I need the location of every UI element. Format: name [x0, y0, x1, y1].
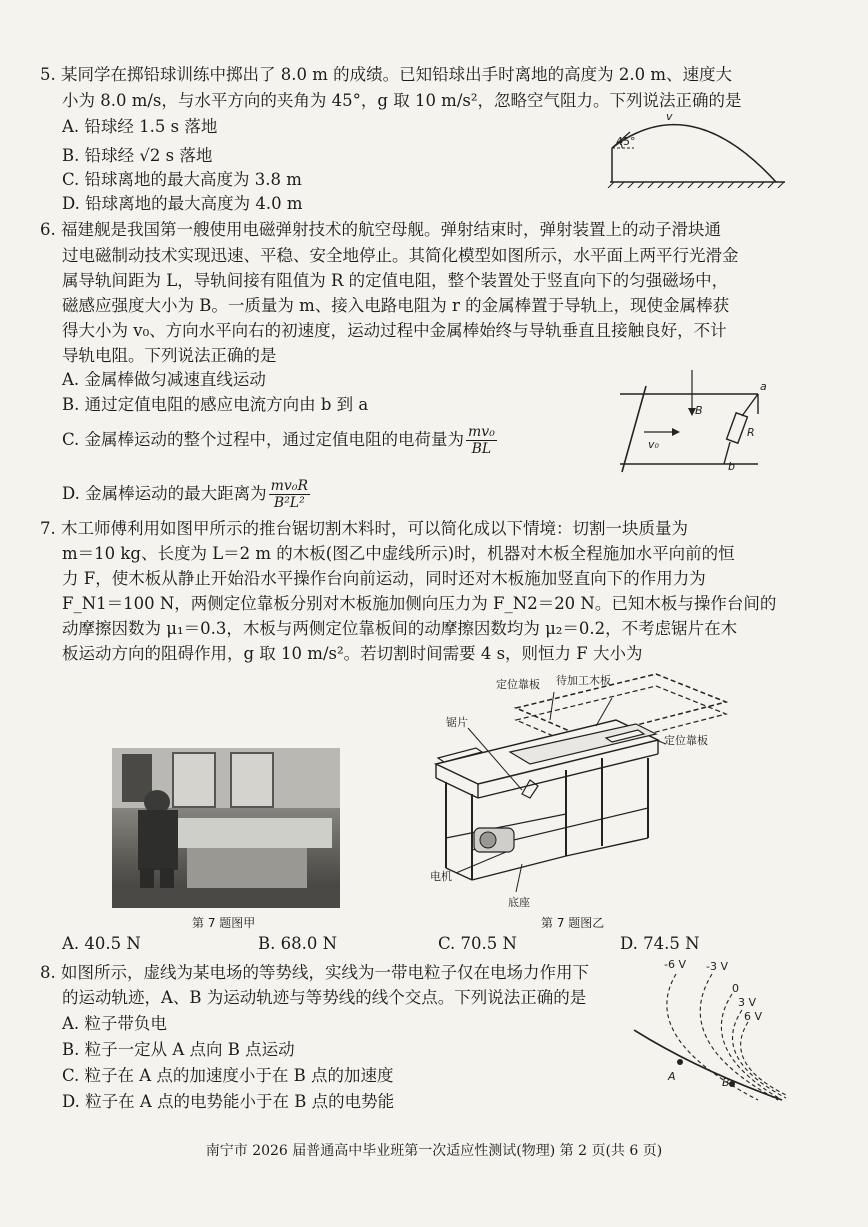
q7-option-a: A. 40.5 N	[62, 934, 141, 953]
q7-option-d: D. 74.5 N	[620, 934, 700, 953]
q5-stem-line-1: 5. 某同学在掷铅球训练中掷出了 8.0 m 的成绩。已知铅球出手时离地的高度为 2.0 m、速度大	[40, 65, 732, 84]
q6-option-a: A. 金属棒做匀减速直线运动	[62, 370, 266, 389]
q5-velocity-label: v	[666, 112, 673, 123]
q7-option-c: C. 70.5 N	[438, 934, 517, 953]
q6-label-a: a	[760, 380, 767, 393]
q7-label-blade: 锯片	[446, 716, 468, 729]
q8-equipotential-figure	[628, 958, 788, 1106]
q8-label-0v: 0	[732, 982, 739, 995]
q8-option-b: B. 粒子一定从 A 点向 B 点运动	[62, 1040, 295, 1059]
q5-angle-label: 45°	[616, 135, 636, 148]
q8-label-b: B	[722, 1076, 730, 1089]
q6-option-c	[62, 424, 499, 457]
q8-stem-line-1: 8. 如图所示，虚线为某电场的等势线，实线为一带电粒子仅在电场力作用下	[40, 963, 589, 982]
q6-option-d-fraction	[269, 478, 310, 511]
q8-option-a: A. 粒子带负电	[62, 1014, 167, 1033]
q6-rail-circuit-figure	[600, 366, 780, 476]
q6-stem-line-5: 得大小为 v₀、方向水平向右的初速度，运动过程中金属棒始终与导轨垂直且接触良好，不计	[62, 321, 727, 340]
q7-stem-line-6: 板运动方向的阻碍作用，g 取 10 m/s²。若切割时间需要 4 s，则恒力 F 大小为	[62, 644, 643, 663]
q8-stem-line-2: 的运动轨迹，A、B 为运动轨迹与等势线的线个交点。下列说法正确的是	[62, 988, 587, 1007]
q6-label-field-b: B	[695, 404, 703, 417]
q8-label-3v: 3 V	[738, 996, 757, 1009]
q7-option-b: B. 68.0 N	[258, 934, 338, 953]
q7-stem-line-2: m＝10 kg、长度为 L＝2 m 的木板(图乙中虚线所示)时，机器对木板全程施加水平向前的恒	[62, 544, 735, 563]
q6-label-b: b	[728, 460, 735, 473]
q6-stem-line-3: 属导轨间距为 L，导轨间接有阻值为 R 的定值电阻，整个装置处于竖直向下的匀强磁场中，	[62, 271, 729, 290]
q5-option-c: C. 铅球离地的最大高度为 3.8 m	[62, 170, 302, 189]
q7-stem-line-3: 力 F，使木板从静止开始沿水平操作台向前运动，同时还对木板施加竖直向下的作用力为	[62, 569, 706, 588]
q8-option-c: C. 粒子在 A 点的加速度小于在 B 点的加速度	[62, 1066, 394, 1085]
q7-label-base: 底座	[508, 896, 530, 909]
q6-option-d-numerator: mv₀R	[270, 478, 308, 494]
q8-option-d: D. 粒子在 A 点的电势能小于在 B 点的电势能	[62, 1092, 395, 1111]
q7-stem-line-4: F_N1＝100 N，两侧定位靠板分别对木板施加侧向压力为 F_N2＝20 N。已知木板与操作台间的	[62, 594, 777, 613]
q6-option-c-text: C. 金属棒运动的整个过程中，通过定值电阻的电荷量为	[62, 430, 465, 449]
q6-label-v0: v₀	[648, 438, 659, 451]
q6-stem-line-4: 磁感应强度大小为 B。一质量为 m、接入电路电阻为 r 的金属棒置于导轨上，现使金属棒获	[62, 296, 730, 315]
q5-option-b: B. 铅球经 √2 s 落地	[62, 146, 213, 165]
q6-option-c-fraction	[466, 424, 497, 457]
q7-saw-table-diagram	[426, 668, 736, 912]
q7-label-workpiece: 待加工木板	[556, 674, 611, 687]
q7-caption-a: 第 7 题图甲	[192, 916, 256, 930]
q6-option-d	[62, 478, 312, 511]
q6-stem-line-6: 导轨电阻。下列说法正确的是	[62, 346, 277, 365]
q6-stem-line-1: 6. 福建舰是我国第一艘使用电磁弹射技术的航空母舰。弹射结束时，弹射装置上的动子滑块通	[40, 220, 721, 239]
q6-option-c-numerator: mv₀	[468, 424, 495, 440]
q6-stem-line-2: 过电磁制动技术实现迅速、平稳、安全地停止。其简化模型如图所示，水平面上两平行光滑金	[62, 246, 739, 265]
q5-option-d: D. 铅球离地的最大高度为 4.0 m	[62, 194, 303, 213]
q5-trajectory-figure	[600, 112, 800, 188]
q6-option-b: B. 通过定值电阻的感应电流方向由 b 到 a	[62, 395, 369, 414]
q7-stem-line-1: 7. 木工师傅利用如图甲所示的推台锯切割木料时，可以简化成以下情境：切割一块质量为	[40, 519, 688, 538]
q7-label-motor: 电机	[430, 870, 452, 883]
q7-workshop-photo	[112, 748, 340, 908]
q8-label-6v: 6 V	[744, 1010, 763, 1023]
q5-stem-line-2: 小为 8.0 m/s，与水平方向的夹角为 45°，g 取 10 m/s²，忽略空气阻力。下列说法正确的是	[62, 91, 742, 110]
q6-option-d-text: D. 金属棒运动的最大距离为	[62, 484, 267, 503]
q8-label-minus6v: -6 V	[664, 958, 686, 971]
page-footer: 南宁市 2026 届普通高中毕业班第一次适应性测试(物理) 第 2 页(共 6 页)	[205, 1143, 663, 1159]
q7-caption-b: 第 7 题图乙	[541, 916, 605, 930]
q8-label-minus3v: -3 V	[706, 960, 728, 973]
q7-label-guide-right: 定位靠板	[664, 734, 708, 747]
q7-label-guide-top: 定位靠板	[496, 678, 540, 691]
q6-label-r: R	[747, 426, 755, 439]
q6-option-c-denominator: BL	[471, 441, 492, 457]
q8-label-a: A	[668, 1070, 676, 1083]
q7-stem-line-5: 动摩擦因数为 μ₁＝0.3，木板与两侧定位靠板间的动摩擦因数均为 μ₂＝0.2，不考虑锯片在木	[62, 619, 738, 638]
q5-option-a: A. 铅球经 1.5 s 落地	[62, 117, 218, 136]
q6-option-d-denominator: B²L²	[273, 495, 305, 511]
